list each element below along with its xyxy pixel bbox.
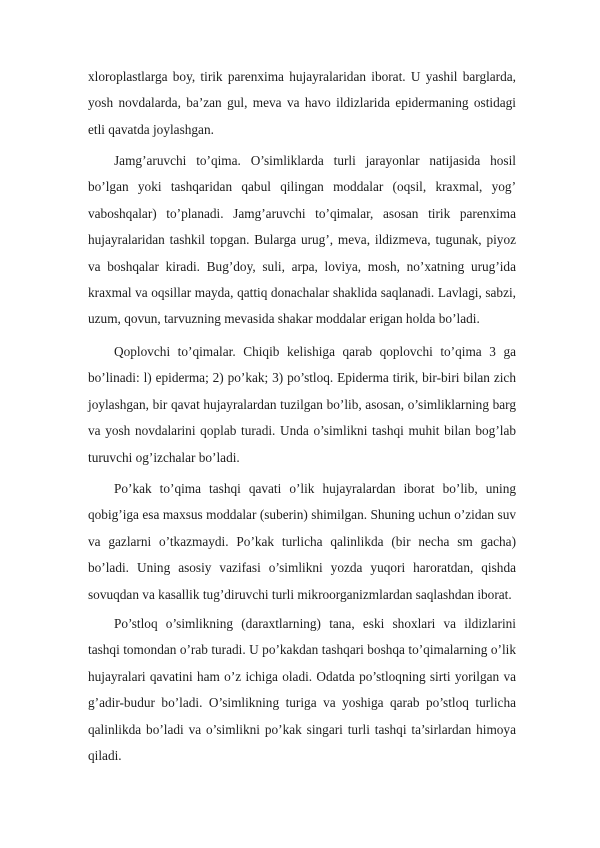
paragraph-covering-tissues: Qoplovchi to’qimalar. Chiqib kelishiga qarab qoplovchi to’qima 3 ga bo’linadi: l) epiderma; 2) po’kak; 3) po’stloq. Epiderma tirik, bir-biri bilan zich joylashgan, bir qavat hujayralardan tuzilgan bo’lib, asosan, o’simliklarning barg va yosh novdalarini qoplab turadi. Unda o’simlikni tashqi muhit bilan bog’lab turuvchi og’izchalar bo’ladi. (88, 344, 516, 465)
paragraph-cork-tissue: Po’kak to’qima tashqi qavati o’lik hujayralardan iborat bo’lib, uning qobig’iga esa maxsus moddalar (suberin) shimilgan. Shuning uchun o’zidan suv va gazlarni o’tkazmaydi. Po’kak turlicha qalinlikda (bir necha sm gacha) bo’ladi. Uning asosiy vazifasi o’simlikni yozda yuqori haroratdan, qishda sovuqdan va kasallik tug’diruvchi turli mikroorganizmlardan saqlashdan iborat. (88, 481, 516, 602)
paragraph-chloroplast-continuation: xloroplastlarga boy, tirik parenxima hujayralaridan iborat. U yashil barglarda, yosh novdalarda, ba’zan gul, meva va havo ildizlarida epidermaning ostidagi etli qavatda joylashgan. (88, 69, 516, 137)
paragraph-storage-tissue: Jamg’aruvchi to’qima. O’simliklarda turli jarayonlar natijasida hosil bo’lgan yoki tashqaridan qabul qilingan moddalar (oqsil, kraxmal, yog’ vaboshqalar) to’planadi. Jamg’aruvchi to’qimalar, asosan tirik parenxima hujayralaridan tashkil topgan. Bularga urug’, meva, ildizmeva, tugunak, piyoz va boshqalar kiradi. Bug’doy, suli, arpa, loviya, mosh, no’xatning urug’ida kraxmal va oqsillar mayda, qattiq donachalar shaklida saqlanadi. Lavlagi, sabzi, uzum, qovun, tarvuzning mevasida shakar moddalar erigan holda bo’ladi. (88, 153, 516, 327)
paragraph-bark: Po’stloq o’simlikning (daraxtlarning) tana, eski shoxlari va ildizlarini tashqi tomondan o’rab turadi. U po’kakdan tashqari boshqa to’qimalarning o’lik hujayralari qavatini ham o’z ichiga oladi. Odatda po’stloqning sirti yorilgan va g’adir-budur bo’ladi. O’simlikning turiga va yoshiga qarab po’stloq turlicha qalinlikda bo’ladi va o’simlikni po’kak singari turli tashqi ta’sirlardan himoya qiladi. (88, 616, 516, 764)
